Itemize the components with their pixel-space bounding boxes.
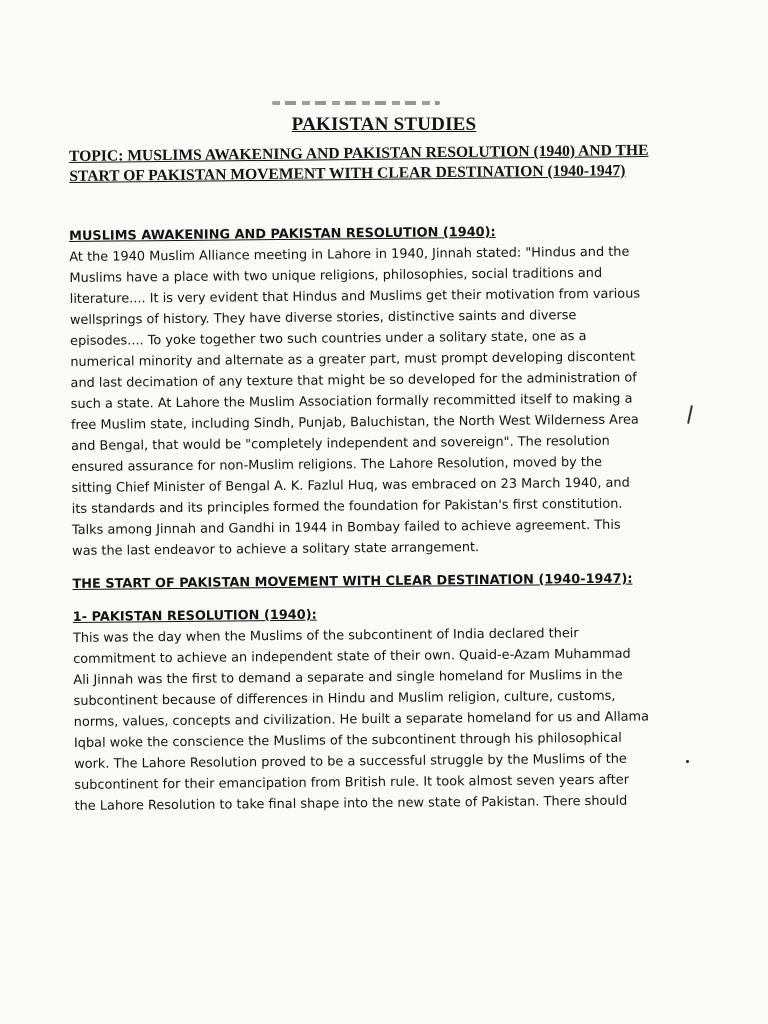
- text-line: and last decimation of any texture that might be so developed for the administration of: [70, 370, 637, 391]
- text-line: This was the day when the Muslims of the subcontinent of India declared their: [72, 626, 579, 646]
- section-paragraph-pakistan-resolution: [73, 622, 675, 817]
- text-line: numerical minority and alternate as a greater part, must prompt developing discontent: [70, 349, 636, 370]
- text-line: sitting Chief Minister of Bengal A. K. Fazlul Huq, was embraced on 23 March 1940, and: [71, 475, 630, 496]
- section-heading-pakistan-resolution: 1- PAKISTAN RESOLUTION (1940):: [72, 607, 317, 625]
- page-title: PAKISTAN STUDIES: [291, 114, 477, 135]
- section-paragraph-muslims-awakening: [69, 241, 672, 562]
- text-line: the Lahore Resolution to take final shape into the new state of Pakistan. There should: [74, 793, 628, 814]
- text-line: Muslims have a place with two unique religions, philosophies, social traditions and: [69, 265, 603, 286]
- text-line: episodes.... To yoke together two such countries under a solitary state, one as a: [70, 329, 587, 349]
- section-heading-pakistan-movement: THE START OF PAKISTAN MOVEMENT WITH CLEAR DESTINATION (1940-1947):: [72, 571, 633, 592]
- text-line: literature.... It is very evident that Hindus and Muslims get their motivation from various: [69, 286, 641, 307]
- margin-dot-mark: [686, 760, 689, 763]
- text-line: subcontinent because of differences in Hindu and Muslim religion, culture, customs,: [73, 688, 616, 709]
- text-line: such a state. At Lahore the Muslim Association formally recommitted itself to making a: [70, 391, 633, 412]
- text-line: Ali Jinnah was the first to demand a separate and single homeland for Muslims in the: [73, 667, 623, 688]
- text-line: Iqbal woke the conscience the Muslims of the subcontinent through his philosophical: [73, 730, 622, 751]
- text-line: ensured assurance for non-Muslim religions. The Lahore Resolution, moved by the: [71, 454, 603, 475]
- text-line: norms, values, concepts and civilization. He built a separate homeland for us and Allama: [73, 709, 650, 730]
- text-line: Talks among Jinnah and Gandhi in 1944 in Bombay failed to achieve agreement. This: [71, 517, 621, 538]
- text-line: subcontinent for their emancipation from British rule. It took almost seven years after: [74, 772, 630, 793]
- scanned-smudge-mark: [272, 101, 440, 105]
- text-line: At the 1940 Muslim Alliance meeting in Lahore in 1940, Jinnah stated: "Hindus and the: [69, 244, 630, 265]
- document-body: [69, 220, 675, 817]
- text-line: its standards and its principles formed the foundation for Pakistan's first constitution.: [71, 496, 623, 517]
- text-line: wellsprings of history. They have diverse stories, distinctive saints and diverse: [69, 308, 577, 328]
- topic-heading: TOPIC: MUSLIMS AWAKENING AND PAKISTAN RESOLUTION (1940) AND THE START OF PAKISTAN MOVEMENT WITH CLEAR DESTINATION (1940-1947): [69, 141, 649, 185]
- text-line: and Bengal, that would be "completely independent and sovereign". The resolution: [71, 433, 610, 454]
- margin-pen-mark: [687, 405, 693, 424]
- text-line: work. The Lahore Resolution proved to be a successful struggle by the Muslims of the: [74, 751, 627, 772]
- text-line: was the last endeavor to achieve a solitary state arrangement.: [72, 540, 480, 559]
- text-line: commitment to achieve an independent state of their own. Quaid-e-Azam Muhammad: [73, 646, 631, 667]
- section-heading-muslims-awakening: MUSLIMS AWAKENING AND PAKISTAN RESOLUTION (1940):: [69, 224, 496, 244]
- text-line: free Muslim state, including Sindh, Punjab, Baluchistan, the North West Wilderness Area: [70, 412, 639, 433]
